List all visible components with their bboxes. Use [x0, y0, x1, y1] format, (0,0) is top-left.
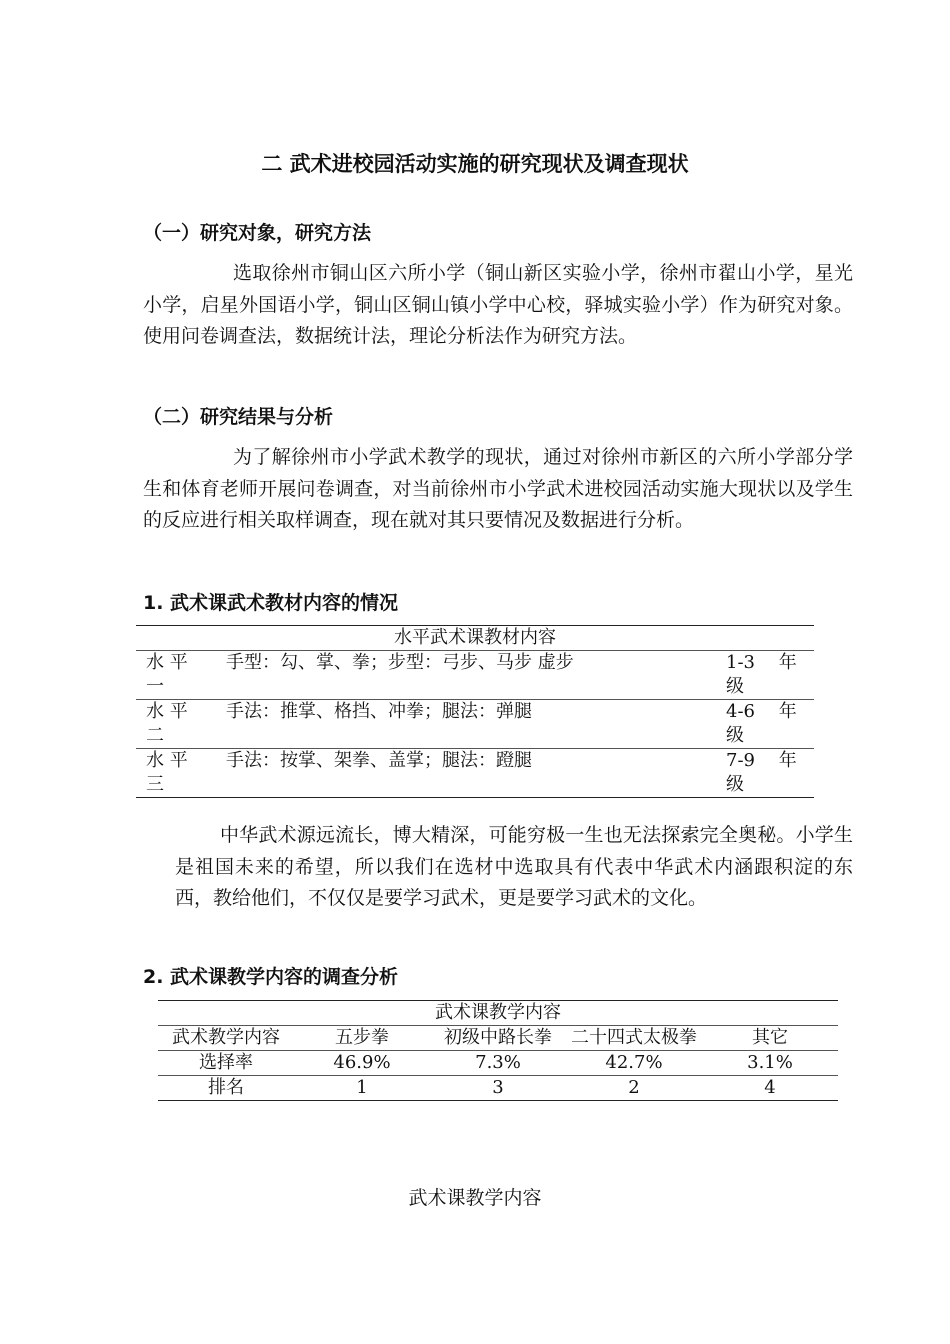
table-cell: 4 [702, 1076, 838, 1101]
row-label: 排名 [158, 1076, 294, 1101]
header-cell: 武术教学内容 [158, 1026, 294, 1051]
header-cell: 五步拳 [294, 1026, 430, 1051]
content-cell: 手型：勾、掌、拳；步型：弓步、马步 虚步 [224, 651, 724, 700]
table-row [136, 749, 814, 798]
paragraph-research-object: 选取徐州市铜山区六所小学（铜山新区实验小学，徐州市翟山小学，星光小学，启星外国语小学，铜山区铜山镇小学中心校，驿城实验小学）作为研究对象。使用问卷调查法，数据统计法，理论分析法作为研究方法。 [143, 262, 853, 347]
level-cell: 水 平 三 [136, 749, 224, 798]
table-cell: 3.1% [747, 1052, 793, 1073]
row-label: 选择率 [199, 1052, 253, 1073]
header-cell: 二十四式太极拳 [566, 1026, 702, 1051]
section-heading-research-object: （一）研究对象，研究方法 [143, 222, 372, 244]
table-cell: 7.3% [475, 1052, 521, 1073]
table-caption: 水平武术课教材内容 [394, 627, 556, 648]
page-title: 二 武术进校园活动实施的研究现状及调查现状 [261, 152, 689, 176]
table-caption: 武术课教学内容 [435, 1002, 561, 1023]
level-cell: 水 平 一 [136, 651, 224, 700]
content-cell: 手法：按掌、架拳、盖掌；腿法：蹬腿 [224, 749, 724, 798]
table-cell: 3 [430, 1076, 566, 1101]
grade-cell: 4-6 年 级 [724, 700, 814, 749]
table-cell: 46.9% [333, 1052, 391, 1073]
section-heading-results: （二）研究结果与分析 [143, 406, 334, 428]
table-cell: 1 [294, 1076, 430, 1101]
teaching-content-table [158, 1000, 838, 1101]
subheading-teaching-content: 2. 武术课教学内容的调查分析 [143, 966, 399, 988]
paragraph-wushu-culture: 中华武术源远流长，博大精深，可能穷极一生也无法探索完全奥秘。小学生是祖国未来的希望，所以我们在选材中选取具有代表中华武术内涵跟积淀的东西，教给他们，不仅仅是要学习武术，更是要学习武术的文化。 [175, 824, 853, 909]
subheading-textbook-content: 1. 武术课武术教材内容的情况 [143, 592, 399, 614]
paragraph-results: 为了解徐州市小学武术教学的现状，通过对徐州市新区的六所小学部分学生和体育老师开展问卷调查，对当前徐州市小学武术进校园活动实施大现状以及学生的反应进行相关取样调查，现在就对其只要情况及数据进行分析。 [143, 446, 853, 531]
textbook-content-table [136, 625, 814, 798]
grade-cell: 7-9 年 级 [724, 749, 814, 798]
table-row [158, 1076, 838, 1101]
table-row [158, 1051, 838, 1076]
chart-caption: 武术课教学内容 [408, 1187, 542, 1209]
table-cell: 2 [566, 1076, 702, 1101]
level-cell: 水 平 二 [136, 700, 224, 749]
content-cell: 手法：推掌、格挡、冲拳；腿法：弹腿 [224, 700, 724, 749]
table-row [136, 700, 814, 749]
table-header-row [158, 1026, 838, 1051]
header-cell: 其它 [702, 1026, 838, 1051]
grade-cell: 1-3 年 级 [724, 651, 814, 700]
table-cell: 42.7% [605, 1052, 663, 1073]
table-row [136, 651, 814, 700]
header-cell: 初级中路长拳 [430, 1026, 566, 1051]
